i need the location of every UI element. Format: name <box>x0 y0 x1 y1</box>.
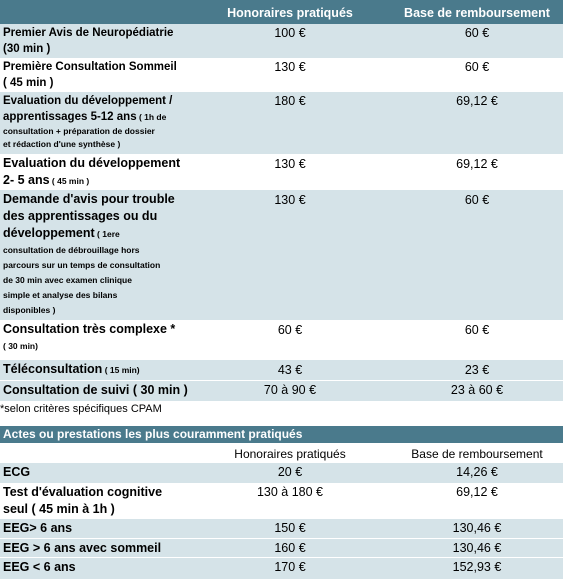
row-label-small: consultation + préparation de dossier <box>3 126 155 136</box>
row-label: ( 45 min ) <box>3 77 54 89</box>
base-value: 23 à 60 € <box>450 383 504 397</box>
base-value: 69,12 € <box>456 94 498 108</box>
base-value: 60 € <box>464 323 490 337</box>
fee-value: 60 € <box>277 323 303 337</box>
fee-value: 180 € <box>274 94 306 108</box>
table-row <box>0 463 563 483</box>
fee-value: 100 € <box>274 26 306 40</box>
row-label: 2- 5 ans <box>3 173 50 187</box>
row-label: ECG <box>3 465 31 479</box>
row-label-small: ( 45 min ) <box>49 176 90 186</box>
table-row <box>0 154 563 190</box>
row-label: EEG < 6 ans <box>3 560 76 574</box>
fee-value: 70 à 90 € <box>263 383 317 397</box>
row-label: Evaluation du développement <box>3 156 181 170</box>
fee-value: 160 € <box>274 541 306 555</box>
base-value: 23 € <box>464 363 490 377</box>
fee-value: 130 € <box>274 193 306 207</box>
table-row <box>0 380 563 401</box>
row-label: Evaluation du développement / <box>3 95 173 107</box>
base-value: 69,12 € <box>456 157 498 171</box>
header-honoraires: Honoraires pratiqués <box>227 6 353 20</box>
base-value: 130,46 € <box>452 541 502 555</box>
table-header <box>0 0 563 24</box>
table-row <box>0 483 563 519</box>
row-label-small: simple et analyse des bilans <box>3 290 118 300</box>
row-label: Test d'évaluation cognitive <box>3 485 163 499</box>
table-row <box>0 538 563 558</box>
base-value: 152,93 € <box>452 560 502 574</box>
row-label: Première Consultation Sommeil <box>3 61 177 73</box>
header-base: Base de remboursement <box>404 6 550 20</box>
row-label: Consultation très complexe * <box>3 322 176 336</box>
base-value: 60 € <box>464 26 490 40</box>
table-row <box>0 24 563 58</box>
row-label: des apprentissages ou du <box>3 209 158 223</box>
row-label: (30 min ) <box>3 43 51 55</box>
row-label-small: ( 30 min) <box>3 341 38 351</box>
row-label-small: de 30 min avec examen clinique <box>3 275 132 285</box>
header-honoraires: Honoraires pratiqués <box>234 447 346 461</box>
table-row <box>0 320 563 360</box>
fee-value: 170 € <box>274 560 306 574</box>
row-label: seul ( 45 min à 1h ) <box>3 502 115 516</box>
row-label-small: et rédaction d'une synthèse ) <box>3 139 121 149</box>
row-label: apprentissages 5-12 ans <box>3 111 137 123</box>
row-label-small: disponibles ) <box>3 305 56 315</box>
table-row <box>0 190 563 320</box>
base-value: 130,46 € <box>452 521 502 535</box>
row-label: Premier Avis de Neuropédiatrie <box>3 27 174 39</box>
row-label: EEG > 6 ans avec sommeil <box>3 541 162 555</box>
table-row <box>0 92 563 154</box>
row-label-small: ( 1ere <box>94 229 120 239</box>
table-row <box>0 360 563 380</box>
footnote: *selon critères spécifiques CPAM <box>0 403 162 415</box>
base-value: 60 € <box>464 193 490 207</box>
row-label: Téléconsultation <box>3 362 103 376</box>
header-base: Base de remboursement <box>411 447 543 461</box>
fee-value: 43 € <box>277 363 303 377</box>
row-label-small: parcours sur un temps de consultation <box>3 260 161 270</box>
row-label-small: ( 15 min) <box>102 365 140 375</box>
row-label: EEG> 6 ans <box>3 521 73 535</box>
table-row <box>0 557 563 579</box>
row-label: développement <box>3 226 95 240</box>
fee-value: 130 € <box>274 157 306 171</box>
row-label: Consultation de suivi ( 30 min ) <box>3 383 188 397</box>
section-header <box>0 443 563 463</box>
row-label: Demande d'avis pour trouble <box>3 192 175 206</box>
row-label-small: consultation de débrouillage hors <box>3 245 140 255</box>
fee-value: 20 € <box>277 465 303 479</box>
section-title <box>0 426 563 443</box>
section-title-text: Actes ou prestations les plus couramment pratiqués <box>3 427 303 441</box>
base-value: 60 € <box>464 60 490 74</box>
row-label-small: ( 1h de <box>136 112 167 122</box>
table-row <box>0 519 563 538</box>
fee-value: 130 à 180 € <box>256 485 324 499</box>
base-value: 69,12 € <box>456 485 498 499</box>
fee-value: 130 € <box>274 60 306 74</box>
table-row <box>0 58 563 92</box>
fee-value: 150 € <box>274 521 306 535</box>
base-value: 14,26 € <box>456 465 498 479</box>
